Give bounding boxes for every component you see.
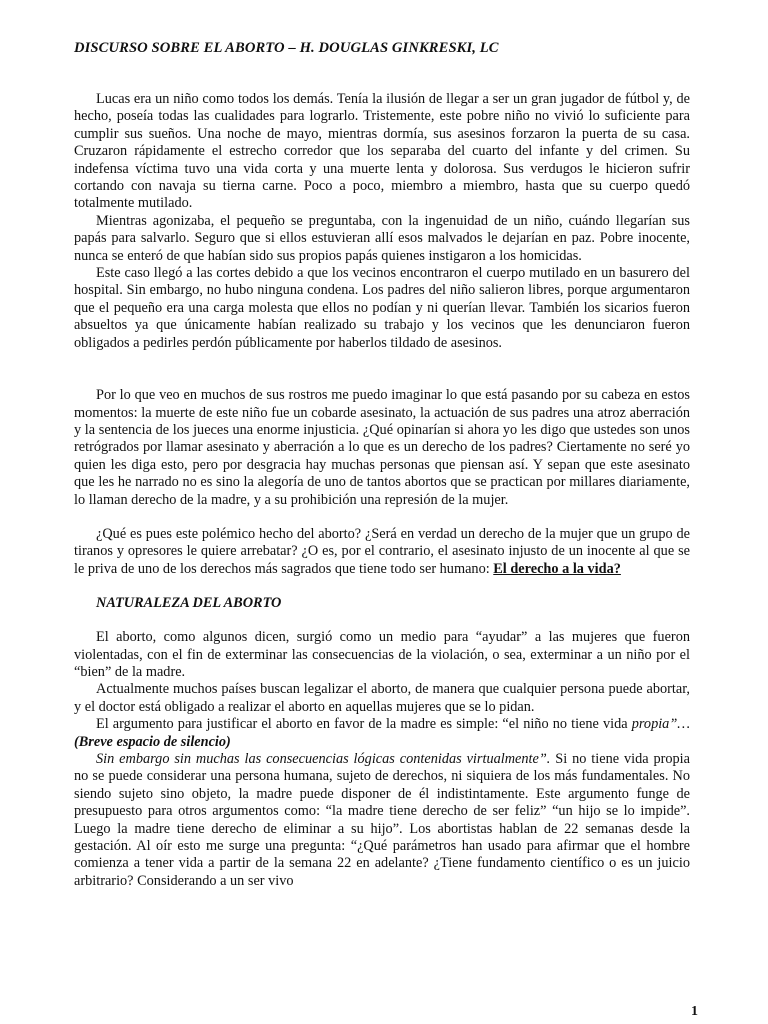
paragraph-8-italic: propia”…	[631, 716, 690, 733]
spacer	[74, 352, 690, 387]
paragraph-1: Lucas era un niño como todos los demás. Tenía la ilusión de llegar a ser un gran jugador de fútbol y, de hecho, poseía todas las cualidades para lograrlo. Tristemente, este pobre niño no vivió lo suficiente para cumplir sus sueños. Una noche de mayo, mientras dormía, sus asesinos forzaron la puerta de su casa. Cruzaron rápidamente el estrecho corredor que los separaba del cuarto del infante y del crimen. Su indefensa víctima tuvo una vida corta y una muerte lenta y dolorosa. Sus verdugos le hicieron sufrir cortando con navaja su tierna carne. Poco a poco, miembro a miembro, hasta que su cuerpo quedó totalmente mutilado.	[74, 91, 690, 212]
page-number: 1	[691, 1004, 698, 1019]
paragraph-9-text: Si no tiene vida propia no se puede considerar una persona humana, sujeto de derechos, ni siquiera de los más fundamentales. No siendo sujeto sino objeto, la madre puede disponer de él indistintamente. Este argumento funge de presupuesto para otros argumentos como: “la madre tiene derecho de ser feliz” “un hijo se lo impide”. Luego la madre tiene derecho de eliminar a su hijo”. Los abortistas hablan de 22 semanas desde la gestación. Al oír esto me surge una pregunta: “¿Qué parámetros han usado para afirmar que el hombre comienza a tener vida a partir de la semana 22 en adelante? ¿Tiene fundamento científico o es un juicio arbitrario? Considerando a un ser vivo	[74, 751, 690, 889]
section-heading: NATURALEZA DEL ABORTO	[96, 595, 282, 612]
paragraph-9-italic: Sin embargo sin muchas las consecuencias lógicas contenidas virtualmente”.	[96, 751, 551, 767]
paragraph-8-text: El argumento para justificar el aborto en favor de la madre es simple: “el niño no tiene vida	[96, 716, 632, 733]
paragraph-7: Actualmente muchos países buscan legalizar el aborto, de manera que cualquier persona puede abortar, y el doctor está obligado a realizar el aborto en aquellas mujeres que se lo pidan.	[74, 681, 690, 715]
paragraph-5	[74, 526, 690, 578]
paragraph-4: Por lo que veo en muchos de sus rostros me puedo imaginar lo que está pasando por su cabeza en estos momentos: la muerte de este niño fue un cobarde asesinato, la actuación de sus padres una atroz aberración y la sentencia de los jueces una enorme injusticia. ¿Qué opinarían si ahora yo les digo que ustedes son unos retrógrados por llamar asesinato y aberración a lo que es un derecho de los padres? Ciertamente no seré yo quien les diga esto, pero por desgracia hay muchas personas que piensan así. Y sepan que este asesinato que les he narrado no es sino la alegoría de uno de tantos abortos que se practican por millares diariamente, lo llaman derecho de la madre, y a su prohibición una represión de la mujer.	[74, 387, 690, 508]
right-to-life-emphasis: El derecho a la vida?	[493, 560, 621, 577]
paragraph-9	[74, 751, 690, 890]
document-title: DISCURSO SOBRE EL ABORTO – H. DOUGLAS GINKRESKI, LC	[74, 40, 499, 56]
paragraph-3: Este caso llegó a las cortes debido a que los vecinos encontraron el cuerpo mutilado en un basurero del hospital. Sin embargo, no hubo ninguna condena. Los padres del niño salieron libres, porque argumentaron que el pequeño era una carga molesta que ellos no podían y ni querían llevar. También los sicarios fueron absueltos ya que únicamente habían realizado su trabajo y los vecinos que les denunciaron fueron obligados a pedirles perdón públicamente por haberlos tildado de asesinos.	[74, 265, 690, 351]
paragraph-6: El aborto, como algunos dicen, surgió como un medio para “ayudar” a las mujeres que fueron violentadas, con el fin de exterminar las consecuencias de la violación, o sea, exterminar a un niño por el “bien” de la madre.	[74, 629, 690, 680]
paragraph-5-text: ¿Qué es pues este polémico hecho del aborto? ¿Será en verdad un derecho de la mujer que un grupo de tiranos y opresores le quiere arrebatar? ¿O es, por el contrario, el asesinato injusto de un inocente al que se le priva de uno de los derechos más sagrados que tiene todo ser humano:	[74, 525, 690, 577]
spacer	[74, 509, 690, 526]
paragraph-2: Mientras agonizaba, el pequeño se preguntaba, con la ingenuidad de un niño, cuándo llegarían sus papás para salvarlo. Seguro que si ellos estuvieran allí esos malvados le dejarían en paz. Pobre inocente, nunca se enteró de que habían sido sus propios papás quienes instigaron a los homicidas.	[74, 212, 690, 264]
spacer	[74, 578, 690, 595]
paragraph-8	[74, 716, 690, 751]
silence-note: (Breve espacio de silencio)	[74, 733, 231, 750]
